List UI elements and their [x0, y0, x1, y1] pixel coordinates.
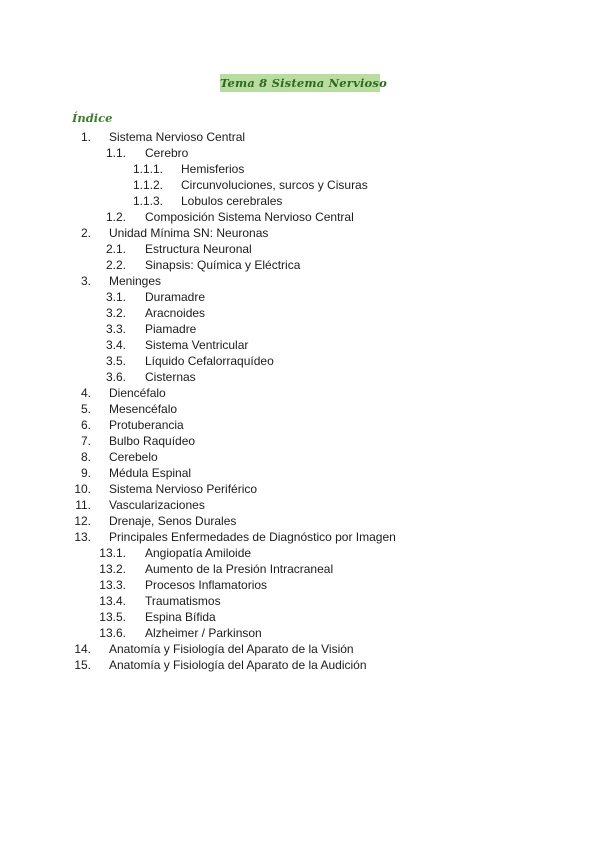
toc-item-label: Unidad Mínima SN: Neuronas — [109, 226, 269, 240]
toc-item — [0, 481, 600, 497]
toc-item — [0, 289, 600, 305]
toc-item-label: Sinapsis: Química y Eléctrica — [145, 258, 301, 272]
toc-item-label: Espina Bífida — [145, 610, 216, 624]
toc-item-label: Anatomía y Fisiología del Aparato de la Audición — [109, 658, 367, 672]
toc-item — [0, 641, 600, 657]
toc-item-number: 7. — [80, 434, 91, 448]
toc-item-number: 13.1. — [99, 546, 126, 560]
toc-item-label: Mesencéfalo — [109, 402, 178, 416]
toc-item-number: 1.1.3. — [132, 194, 163, 208]
toc-item — [0, 193, 600, 209]
toc-item — [0, 209, 600, 225]
toc-item-number: 3.4. — [105, 338, 126, 352]
toc-item-number: 13.4. — [99, 594, 126, 608]
toc-item-number: 2.1. — [105, 242, 126, 256]
toc-item — [0, 561, 600, 577]
toc-item — [0, 401, 600, 417]
toc-item-number: 3. — [80, 274, 91, 288]
toc-item-number: 10. — [74, 482, 91, 496]
toc-item-label: Bulbo Raquídeo — [109, 434, 196, 448]
toc-item-number: 8. — [80, 450, 91, 464]
toc-item — [0, 465, 600, 481]
toc-item — [0, 353, 600, 369]
toc-item — [0, 177, 600, 193]
toc-item-number: 11. — [75, 498, 91, 512]
toc-item-number: 13.6. — [99, 626, 126, 640]
toc-item-number: 3.6. — [105, 370, 126, 384]
toc-item-label: Sistema Ventricular — [145, 338, 249, 352]
toc-item-number: 3.5. — [105, 354, 126, 368]
toc-item-number: 4. — [80, 386, 91, 400]
toc-item-label: Aracnoides — [145, 306, 206, 320]
toc-item-label: Alzheimer / Parkinson — [145, 626, 262, 640]
toc-item-number: 1.2. — [105, 210, 126, 224]
toc-item — [0, 161, 600, 177]
toc-item — [0, 273, 600, 289]
toc-item-number: 13. — [74, 530, 91, 544]
toc-item-number: 13.2. — [99, 562, 126, 576]
toc-item — [0, 657, 600, 673]
toc-item-label: Lobulos cerebrales — [181, 194, 283, 208]
page-title: Tema 8 Sistema Nervioso — [220, 76, 387, 90]
toc-item-label: Estructura Neuronal — [145, 242, 252, 256]
toc-item — [0, 609, 600, 625]
toc-item — [0, 337, 600, 353]
toc-item-number: 1.1. — [105, 146, 126, 160]
toc-item-label: Diencéfalo — [109, 386, 166, 400]
toc-item — [0, 529, 600, 545]
toc-item-label: Traumatismos — [145, 594, 221, 608]
toc-item-number: 14. — [74, 642, 91, 656]
toc-item — [0, 385, 600, 401]
toc-item-number: 1. — [80, 130, 91, 144]
toc-item-number: 2. — [80, 226, 91, 240]
toc-item — [0, 625, 600, 641]
toc-item-label: Sistema Nervioso Periférico — [109, 482, 258, 496]
toc-item-label: Piamadre — [145, 322, 197, 336]
toc-item-label: Duramadre — [145, 290, 206, 304]
table-of-contents — [0, 129, 600, 673]
toc-item-number: 12. — [74, 514, 91, 528]
toc-item — [0, 545, 600, 561]
toc-item-number: 3.2. — [105, 306, 126, 320]
toc-item-label: Hemisferios — [181, 162, 245, 176]
toc-item-number: 6. — [80, 418, 91, 432]
toc-item-label: Aumento de la Presión Intracraneal — [145, 562, 334, 576]
toc-item — [0, 257, 600, 273]
toc-item-label: Drenaje, Senos Durales — [109, 514, 237, 528]
toc-item — [0, 145, 600, 161]
toc-item-number: 3.3. — [105, 322, 126, 336]
toc-item-label: Sistema Nervioso Central — [109, 130, 246, 144]
toc-item-label: Cerebelo — [109, 450, 158, 464]
toc-item — [0, 321, 600, 337]
toc-item-number: 3.1. — [105, 290, 126, 304]
toc-item — [0, 241, 600, 257]
toc-item-number: 1.1.1. — [132, 162, 163, 176]
toc-item — [0, 497, 600, 513]
toc-item-label: Vascularizaciones — [109, 498, 205, 512]
toc-item — [0, 513, 600, 529]
toc-item-number: 15. — [74, 658, 91, 672]
toc-item-label: Cerebro — [145, 146, 189, 160]
toc-item-label: Protuberancia — [109, 418, 184, 432]
toc-item-number: 13.5. — [99, 610, 126, 624]
toc-item-label: Cisternas — [145, 370, 196, 384]
toc-item — [0, 577, 600, 593]
toc-item-label: Composición Sistema Nervioso Central — [145, 210, 354, 224]
toc-item — [0, 305, 600, 321]
toc-item — [0, 369, 600, 385]
toc-item-label: Principales Enfermedades de Diagnóstico por Imagen — [109, 530, 396, 544]
toc-item — [0, 225, 600, 241]
toc-item-label: Angiopatía Amiloide — [145, 546, 252, 560]
toc-item-number: 2.2. — [105, 258, 126, 272]
toc-item — [0, 449, 600, 465]
toc-item-number: 1.1.2. — [132, 178, 163, 192]
toc-item-label: Procesos Inflamatorios — [145, 578, 268, 592]
toc-item-label: Meninges — [109, 274, 162, 288]
toc-item — [0, 433, 600, 449]
toc-item-label: Circunvoluciones, surcos y Cisuras — [181, 178, 368, 192]
toc-item-number: 5. — [80, 402, 91, 416]
toc-item-label: Anatomía y Fisiología del Aparato de la Visión — [109, 642, 354, 656]
toc-item-number: 9. — [80, 466, 91, 480]
toc-item-label: Médula Espinal — [109, 466, 192, 480]
toc-item — [0, 417, 600, 433]
toc-item-label: Líquido Cefalorraquídeo — [145, 354, 274, 368]
index-heading: Índice — [72, 111, 113, 125]
toc-item — [0, 129, 600, 145]
toc-item — [0, 593, 600, 609]
toc-item-number: 13.3. — [99, 578, 126, 592]
